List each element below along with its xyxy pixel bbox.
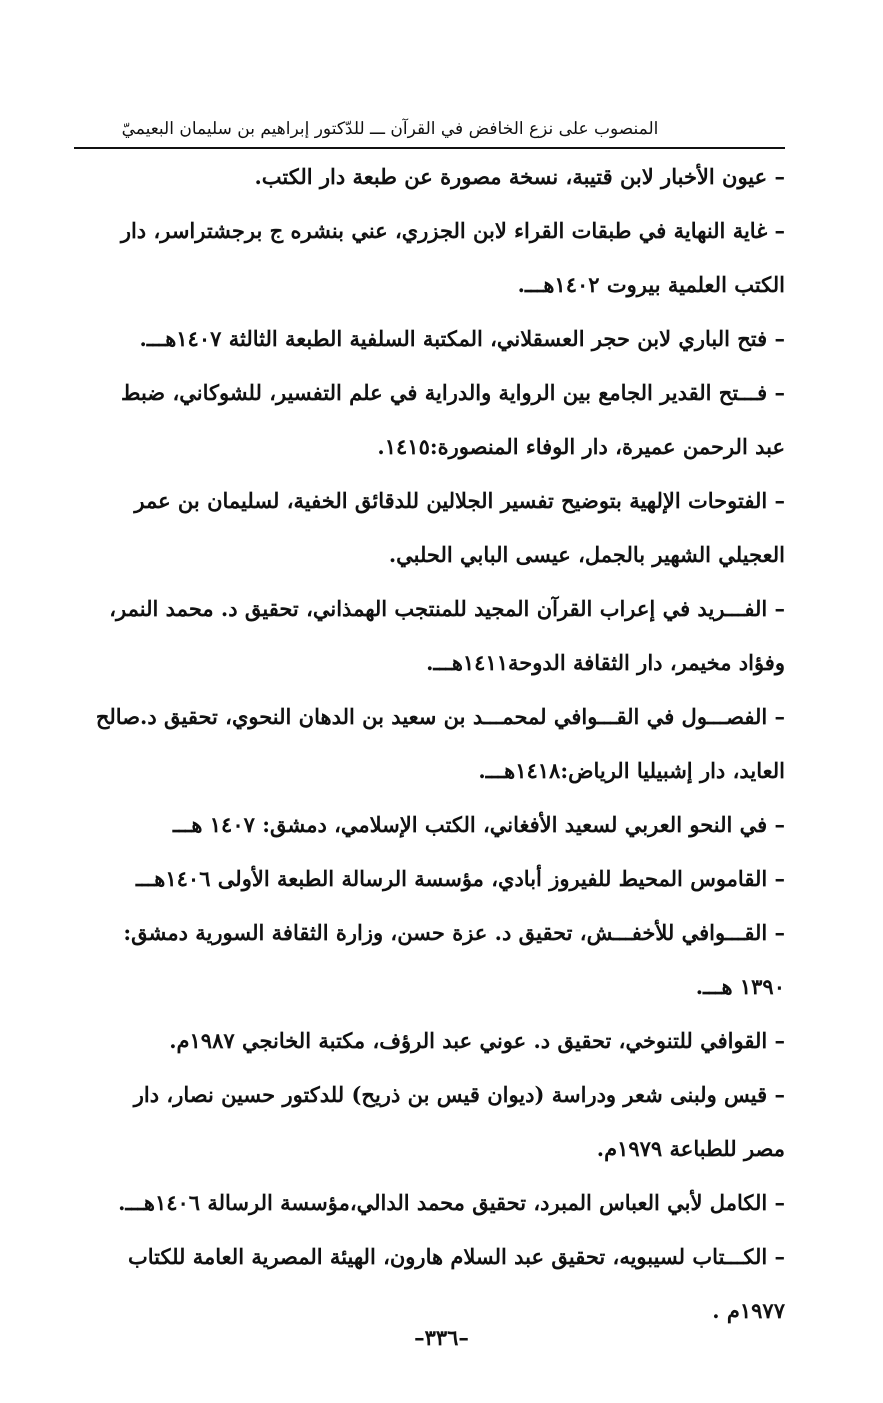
bibliography-line: ١٩٧٧م . [712,1298,785,1323]
bibliography-line: – الفصـــول في القـــوافي لمحمـــد بن سعيد بن الدهان النحوي، تحقيق د.صالح [95,704,785,729]
running-header: المنصوب على نزع الخافض في القرآن ـــ للدّكتور إبراهيم بن سليمان البعيميّ [121,119,659,139]
bibliography-line: – قيس ولبنى شعر ودراسة (ديوان قيس بن ذريح) للدكتور حسين نصار، دار [133,1082,785,1107]
bibliography-line: – القاموس المحيط للفيروز أبادي، مؤسسة الرسالة الطبعة الأولى ١٤٠٦هـــ [135,866,785,891]
bibliography-line: – القـــوافي للأخفـــش، تحقيق د. عزة حسن، وزارة الثقافة السورية دمشق: [123,920,785,945]
bibliography-line: – الفتوحات الإلهية بتوضيح تفسير الجلالين للدقائق الخفية، لسليمان بن عمر [134,488,785,513]
bibliography-line: العايد، دار إشبيليا الرياض:١٤١٨هـــ. [478,758,785,783]
bibliography-line: ١٣٩٠ هـــ. [695,974,785,999]
bibliography-line: – في النحو العربي لسعيد الأفغاني، الكتب الإسلامي، دمشق: ١٤٠٧ هـــ [172,812,785,837]
bibliography-line: – غاية النهاية في طبقات القراء لابن الجزري، عني بنشره ج برجشتراسر، دار [120,218,785,243]
bibliography-line: – الفـــريد في إعراب القرآن المجيد للمنتجب الهمذاني، تحقيق د. محمد النمر، [109,596,785,621]
page-number: –٣٣٦– [414,1325,469,1350]
bibliography-line: – فتح الباري لابن حجر العسقلاني، المكتبة السلفية الطبعة الثالثة ١٤٠٧هـــ. [139,326,785,351]
bibliography-line: مصر للطباعة ١٩٧٩م. [596,1136,785,1161]
header-divider [74,147,785,149]
bibliography-line: – الكـــتاب لسيبويه، تحقيق عبد السلام هارون، الهيئة المصرية العامة للكتاب [128,1244,785,1269]
bibliography-line: وفؤاد مخيمر، دار الثقافة الدوحة١٤١١هـــ. [426,650,785,675]
bibliography-line: الكتب العلمية بيروت ١٤٠٢هـــ. [517,272,785,297]
bibliography-line: – الكامل لأبي العباس المبرد، تحقيق محمد الدالي،مؤسسة الرسالة ١٤٠٦هـــ. [118,1190,785,1215]
bibliography-line: – عيون الأخبار لابن قتيبة، نسخة مصورة عن طبعة دار الكتب. [254,164,785,189]
bibliography-line: عبد الرحمن عميرة، دار الوفاء المنصورة:١٤١٥. [377,434,785,459]
bibliography-line: – فـــتح القدير الجامع بين الرواية والدراية في علم التفسير، للشوكاني، ضبط [121,380,785,405]
bibliography-list [74,150,785,1338]
bibliography-line: – القوافي للتنوخي، تحقيق د. عوني عبد الرؤف، مكتبة الخانجي ١٩٨٧م. [169,1028,785,1053]
bibliography-line: العجيلي الشهير بالجمل، عيسى البابي الحلبي. [388,542,785,567]
